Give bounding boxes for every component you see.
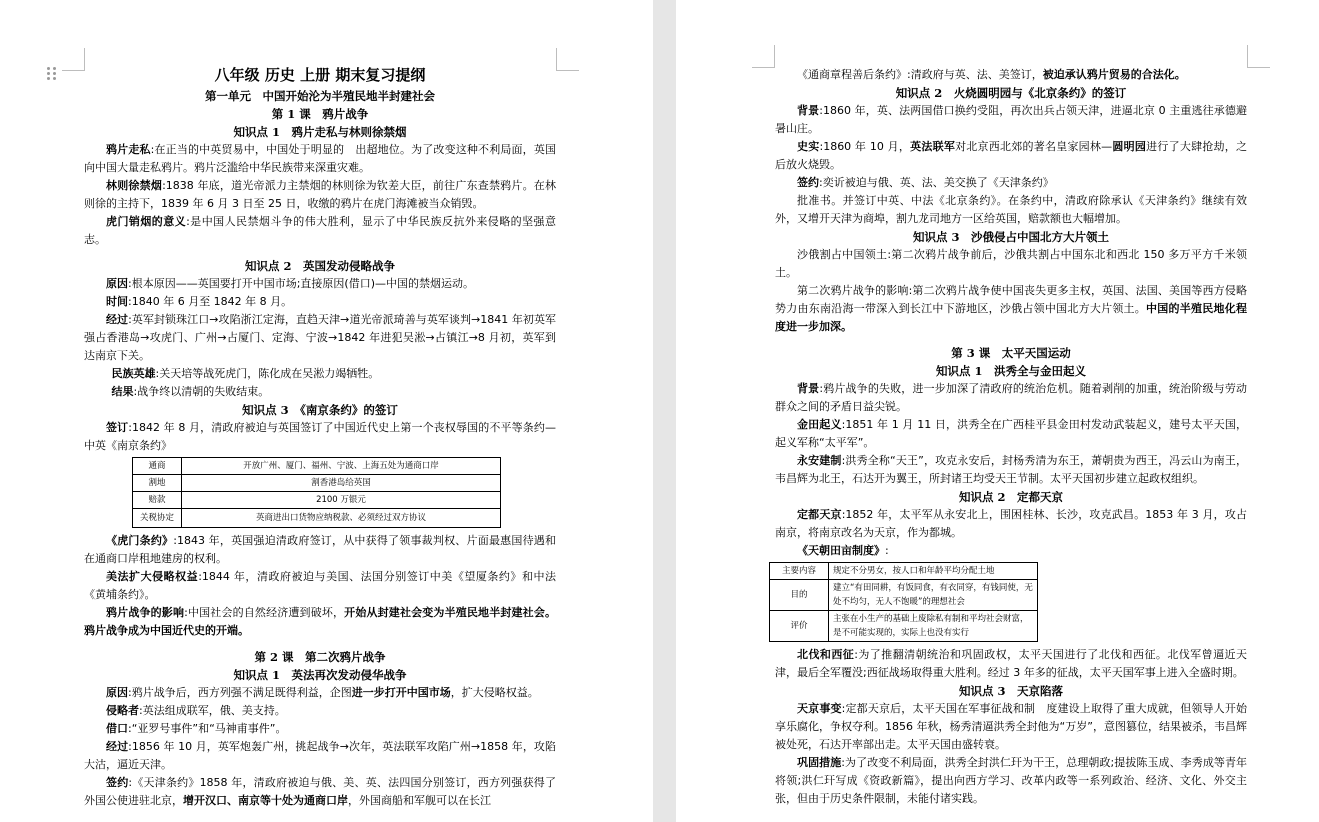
document-page-right xyxy=(676,0,1319,822)
paragraph: 背景:1860 年，英、法两国借口换约受阻，再次出兵占领天津，进逼北京 0 主重逃往承德避暑山庄。 xyxy=(775,104,1248,135)
paragraph: 林则徐禁烟:1838 年底，道光帝派力主禁烟的林则徐为钦差大臣，前往广东查禁鸦片。在林则徐的主持下，1839 年 6 月 3 日至 25 日，收缴的鸦片在虎门海滩被当众销毁。 xyxy=(84,179,557,210)
table-row: 目的 建立“有田同耕，有饭同食，有衣同穿，有钱同使，无处不均匀，无人不饱暖”的理想社会 xyxy=(770,580,1038,611)
paragraph: 巩固措施:为了改变不利局面，洪秀全封洪仁玕为干王，总理朝政;提拔陈玉成、李秀成等青年将领;洪仁玕写成《资政新篇》，提出向西方学习、改革内政等一系列政治、经济、文化、外交主张，但由于历史条件限制，未能付诸实践。 xyxy=(775,756,1248,805)
land-system-table xyxy=(769,562,1038,642)
lesson-heading: 第 3 课 太平天国运动 xyxy=(951,346,1071,360)
paragraph: 沙俄割占中国领土:第二次鸦片战争前后，沙俄共割占中国东北和西北 150 多万平方千米领土。 xyxy=(775,248,1247,279)
crop-mark-top-left xyxy=(752,45,775,68)
paragraph: 背景:鸦片战争的失败，进一步加深了清政府的统治危机。随着剥削的加重，统治阶级与劳动群众之间的矛盾日益尖锐。 xyxy=(775,382,1247,413)
unit-heading: 第一单元 中国开始沦为半殖民地半封建社会 xyxy=(205,89,435,103)
paragraph: 金田起义:1851 年 1 月 11 日，洪秀全在广西桂平县金田村发动武装起义，建号太平天国，起义军称“太平军”。 xyxy=(775,418,1248,449)
paragraph: 天京事变:定都天京后，太平天国在军事征战和制 度建设上取得了重大成就，但领导人开始享乐腐化，争权夺利。1856 年秋，杨秀清逼洪秀全封他为“万岁”，意图篡位，结果被杀，韦昌辉被处死，石达开率部出走。太平天国由盛转衰。 xyxy=(775,702,1247,751)
treaty-table xyxy=(132,457,501,528)
paragraph: 签约:《天津条约》1858 年，清政府被迫与俄、美、英、法四国分别签订，西方列强获得了外国公使进驻北京，增开汉口、南京等十处为通商口岸，外国商船和军舰可以在长江 xyxy=(84,776,557,807)
knowledge-heading: 知识点 2 定都天京 xyxy=(958,490,1063,504)
paragraph: 经过:英军封锁珠江口→攻陷浙江定海，直趋天津→道光帝派琦善与英军谈判→1841 年初英军强占香港岛→攻虎门、广州→占厦门、定海、宁波→1842 年进犯吴淞→占镇江→8 月初，英军到达南京下关。 xyxy=(84,313,556,362)
paragraph: 史实:1860 年 10 月，英法联军对北京西北郊的著名皇家园林—圆明园进行了大肆抢劫，之后放火烧毁。 xyxy=(775,140,1248,171)
paragraph: 批准书。并签订中英、中法《北京条约》。在条约中，清政府除承认《天津条约》继续有效外，又增开天津为商埠，割九龙司地方一区给英国，赔款额也大幅增加。 xyxy=(775,194,1247,225)
paragraph: 原因:根本原因——英国要打开中国市场;直接原因(借口)—中国的禁烟运动。 xyxy=(106,277,474,290)
table-row: 主要内容 规定不分男女，按人口和年龄平均分配土地 xyxy=(770,563,1038,580)
page-content-right xyxy=(775,66,1247,808)
paragraph: 定都天京:1852 年，太平军从永安北上，围困桂林、长沙，攻克武昌。1853 年 3 月，攻占南京，将南京改名为天京，作为都城。 xyxy=(775,508,1247,539)
knowledge-heading: 知识点 2 英国发动侵略战争 xyxy=(244,259,395,273)
drag-handle-icon[interactable] xyxy=(47,67,59,81)
paragraph: 美法扩大侵略权益:1844 年，清政府被迫与美国、法国分别签订中美《望厦条约》和中法《黄埔条约》。 xyxy=(84,570,557,601)
document-title: 八年级 历史 上册 期末复习提纲 xyxy=(214,66,426,84)
knowledge-heading: 知识点 1 鸦片走私与林则徐禁烟 xyxy=(233,125,407,139)
paragraph: 民族英雄:关天培等战死虎门，陈化成在吴淞力竭牺牲。 xyxy=(111,367,380,380)
paragraph: 《通商章程善后条约》:清政府与英、法、美签订，被迫承认鸦片贸易的合法化。 xyxy=(797,68,1186,81)
paragraph: 虎门销烟的意义:是中国人民禁烟斗争的伟大胜利，显示了中华民族反抗外来侵略的坚强意志。 xyxy=(84,215,556,246)
paragraph: 第二次鸦片战争的影响:第二次鸦片战争使中国丧失更多主权，英国、法国、美国等西方侵略势力由东南沿海一带深入到长江中下游地区，沙俄占领中国北方大片领土。中国的半殖民地化程度进一步加深。 xyxy=(775,284,1247,333)
paragraph: 侵略者:英法组成联军，俄、美支持。 xyxy=(106,704,286,717)
paragraph: 经过:1856 年 10 月，英军炮轰广州，挑起战争→次年，英法联军攻陷广州→1858 年，攻陷大沽，逼近天津。 xyxy=(84,740,557,771)
lesson-heading: 第 1 课 鸦片战争 xyxy=(271,107,369,121)
knowledge-heading: 知识点 3 沙俄侵占中国北方大片领土 xyxy=(912,230,1109,244)
paragraph: 北伐和西征:为了推翻清朝统治和巩固政权，太平天国进行了北伐和西征。北伐军曾逼近天津，最后全军覆没;西征战场取得重大胜利。经过 3 年多的征战，太平天国军事上进入全盛时期。 xyxy=(775,648,1247,679)
lesson-heading: 第 2 课 第二次鸦片战争 xyxy=(254,650,386,664)
paragraph: 鸦片走私:在正当的中英贸易中，中国处于明显的 出超地位。为了改变这种不利局面，英国向中国大量走私鸦片。鸦片泛滥给中华民族带来深重灾难。 xyxy=(84,143,556,174)
paragraph: 签约:奕䜣被迫与俄、英、法、美交换了《天津条约》 xyxy=(797,176,1054,189)
table-row: 关税协定 英商进出口货物应纳税款、必须经过双方协议 xyxy=(133,509,501,528)
paragraph: 鸦片战争的影响:中国社会的自然经济遭到破坏，开始从封建社会变为半殖民地半封建社会。鸦片战争成为中国近代史的开端。 xyxy=(84,606,556,637)
table-row: 评价 主张在小生产的基础上废除私有制和平均社会财富，是不可能实现的，实际上也没有实行 xyxy=(770,611,1038,642)
knowledge-heading: 知识点 1 英法再次发动侵华战争 xyxy=(233,668,407,682)
crop-mark-top-right xyxy=(1247,45,1270,68)
paragraph: 《虎门条约》:1843 年，英国强迫清政府签订，从中获得了领事裁判权、片面最惠国待遇和在通商口岸租地建房的权利。 xyxy=(84,534,556,565)
table-row: 赔款 2100 万银元 xyxy=(133,492,501,509)
paragraph: 借口:“亚罗号事件”和“马神甫事件”。 xyxy=(106,722,287,735)
table-row: 割地 割香港岛给英国 xyxy=(133,475,501,492)
page-content-left xyxy=(84,63,556,810)
knowledge-heading: 知识点 3 天京陷落 xyxy=(958,684,1063,698)
crop-mark-top-left xyxy=(62,48,85,71)
knowledge-heading: 知识点 1 洪秀全与金田起义 xyxy=(935,364,1086,378)
paragraph: 原因:鸦片战争后，西方列强不满足既得利益，企图进一步打开中国市场，扩大侵略权益。 xyxy=(106,686,539,699)
page-gap xyxy=(653,0,676,822)
paragraph: 永安建制:洪秀全称“天王”，攻克永安后，封杨秀清为东王，萧朝贵为西王，冯云山为南王，韦昌辉为北王，石达开为翼王，所封诸王均受天王节制。太平天国初步建立起政权组织。 xyxy=(775,454,1247,485)
document-page-left xyxy=(0,0,653,822)
crop-mark-top-right xyxy=(556,48,579,71)
paragraph: 《天朝田亩制度》: xyxy=(797,544,889,557)
paragraph: 时间:1840 年 6 月至 1842 年 8 月。 xyxy=(106,295,293,308)
table-row: 通商 开放广州、厦门、福州、宁波、上海五处为通商口岸 xyxy=(133,458,501,475)
paragraph: 签订:1842 年 8 月，清政府被迫与英国签订了中国近代史上第一个丧权辱国的不平等条约—中英《南京条约》 xyxy=(84,421,557,452)
paragraph: 结果:战争终以清朝的失败结束。 xyxy=(111,385,270,398)
knowledge-heading: 知识点 3 《南京条约》的签订 xyxy=(242,403,398,417)
knowledge-heading: 知识点 2 火烧圆明园与《北京条约》的签订 xyxy=(895,86,1127,100)
